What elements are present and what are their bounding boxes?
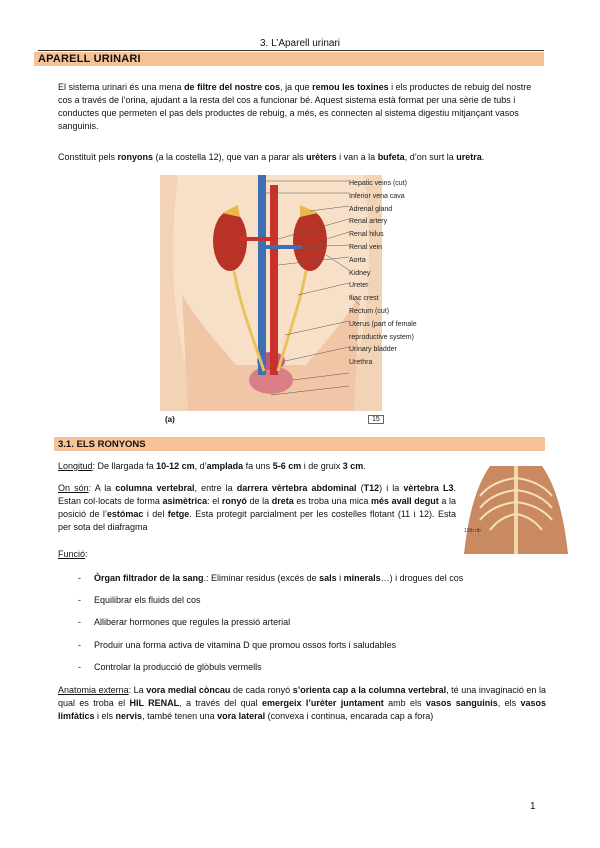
text-run: urèters [306, 152, 337, 162]
text-run: dreta [271, 496, 294, 506]
figure-label: Renal artery [349, 218, 388, 226]
text-run: (convexa i continua, encarada cap a fora) [265, 711, 434, 721]
text-run: s’orienta cap a la columna vertebral [292, 685, 447, 695]
renal-artery-drawing [238, 237, 278, 241]
text-run: fa uns [243, 461, 273, 471]
bullet-dash: - [78, 595, 81, 605]
figure-label: Rectum (cut) [349, 307, 390, 315]
text-run: On són [58, 483, 89, 493]
spine-line [514, 466, 518, 554]
text-run: emergeix l’urèter juntament [262, 698, 384, 708]
text-run: Anatomia externa [58, 685, 129, 695]
location-paragraph [58, 482, 456, 534]
funcio-title: Funció [58, 549, 86, 559]
text-run: , també tenen una [142, 711, 218, 721]
text-run: ( [356, 483, 364, 493]
text-run: vora lateral [217, 711, 266, 721]
funcio-heading [58, 548, 546, 561]
text-run: uretra [456, 152, 482, 162]
text-run: es troba una mica [293, 496, 371, 506]
text-run: El sistema urinari és una mena [58, 82, 185, 92]
text-run: Constituït pels [58, 152, 118, 162]
text-run: Alliberar hormones que regules la pressió arterial [94, 617, 291, 627]
left-kidney-drawing [293, 211, 327, 271]
figure-label: Kidney [349, 269, 371, 277]
figure-label: Ureter [349, 282, 369, 290]
running-header: 3. L’Aparell urinari [259, 38, 341, 49]
text-run: amplada [206, 461, 244, 471]
figure-label: Renal vein [349, 243, 383, 251]
text-run: fetge [167, 509, 190, 519]
text-run: estómac [106, 509, 144, 519]
text-run: sals [319, 573, 337, 583]
text-run: : La [128, 685, 147, 695]
text-run: ronyons [117, 152, 154, 162]
text-run: Òrgan filtrador de la sang [94, 573, 204, 583]
figure-label: Urinary bladder [349, 346, 397, 354]
text-run: , els [497, 698, 521, 708]
text-run: de cada ronyó [230, 685, 293, 695]
text-run: ) i la [379, 483, 404, 493]
page-number: 1 [530, 801, 536, 812]
figure-label: reproductive system) [349, 333, 414, 341]
text-run: de la [246, 496, 272, 506]
text-run: . Esta protegit parcialment per les costelles flotant (11 i 12). Esta per sota del diafragma [58, 509, 456, 532]
text-run: vèrtebra L3 [403, 483, 454, 493]
text-run: i van a la [336, 152, 378, 162]
text-run: columna vertebral [115, 483, 195, 493]
figure-labels [349, 178, 417, 370]
text-run: 5-6 cm [272, 461, 302, 471]
anatomy-paragraph [58, 684, 546, 723]
text-run: , d’ [194, 461, 207, 471]
function-item [94, 595, 201, 605]
text-run: a la posició de l’ [58, 496, 456, 519]
text-run: , d’on surt la [404, 152, 457, 162]
bullet-dash: - [78, 617, 81, 627]
figure-label: Iliac crest [349, 295, 379, 303]
text-run: i els [94, 711, 116, 721]
text-run: , entre la [194, 483, 237, 493]
text-run: Produir una forma activa de vitamina D que promou ossos forts i saludables [94, 640, 397, 650]
text-run: .: Eliminar residus (excés de [203, 573, 320, 583]
text-run: darrera vèrtebra abdominal [236, 483, 357, 493]
text-run: vasos limfàtics [58, 698, 547, 721]
text-run: de filtre del nostre cos [184, 82, 281, 92]
bullet-dash: - [78, 662, 81, 672]
figure-label: Inferior vena cava [349, 192, 405, 200]
text-run: 3 cm [342, 461, 364, 471]
text-run: HIL RENAL [129, 698, 180, 708]
subsection-title: 3.1. ELS RONYONS [58, 439, 146, 450]
renal-vein-drawing [262, 245, 302, 249]
composition-paragraph [58, 151, 546, 164]
text-run: , té una invaginació en la qual es troba el [58, 685, 546, 708]
text-run: i de gruix [301, 461, 343, 471]
section-title: APARELL URINARI [38, 53, 141, 65]
text-run: i els productes de rebuig del nostre cos a través de l’orina, ajudant a la resta del cos a funcionar bé. Aquest sistema està format per una sèrie de tubs i conductes que permeten el pas dels productes de rebuig, a més, es connecten al sistema digestiu mitjançant vasos sanguinis. [58, 82, 532, 131]
text-run: Longitud [58, 461, 93, 471]
text-run: : De llargada fa [92, 461, 157, 471]
text-run: nervis [115, 711, 143, 721]
rib-label: 12th rib [464, 528, 481, 534]
text-run: T12 [363, 483, 380, 493]
back-ribs-photo [460, 466, 572, 554]
vena-cava-drawing [258, 175, 266, 375]
figure-label: Hepatic veins (cut) [349, 180, 407, 187]
text-run: : el [207, 496, 222, 506]
figure-number: 15 [368, 415, 384, 424]
text-run: i del [143, 509, 168, 519]
aorta-drawing [270, 185, 278, 375]
figure-panel-label: (a) [165, 415, 175, 424]
figure-label: Urethra [349, 359, 373, 367]
text-run: vasos sanguinis [425, 698, 498, 708]
bullet-dash: - [78, 640, 81, 650]
text-run: …) i drogues del cos [380, 573, 464, 583]
text-run: amb els [383, 698, 426, 708]
text-run: minerals [343, 573, 381, 583]
header-rule [38, 50, 544, 51]
function-item [94, 573, 463, 583]
intro-paragraph [58, 81, 546, 133]
function-item [94, 617, 290, 627]
figure-label: Adrenal gland [349, 205, 393, 213]
text-run: remou les toxines [312, 82, 389, 92]
text-run: . Estan col·locats de forma [58, 483, 456, 506]
figure-label: Uterus (part of female [349, 320, 417, 328]
figure-label: Renal hilus [349, 231, 384, 239]
figure-label: Aorta [349, 256, 366, 264]
text-run: i [336, 573, 344, 583]
funcio-colon: : [85, 549, 88, 559]
text-run: . [363, 461, 366, 471]
bullet-dash: - [78, 573, 81, 583]
text-run: més avall degut [370, 496, 439, 506]
text-run: Controlar la producció de glòbuls vermells [94, 662, 262, 672]
text-run: 10-12 cm [156, 461, 195, 471]
text-run: Equilibrar els fluids del cos [94, 595, 201, 605]
text-run: ronyó [221, 496, 247, 506]
text-run: : A la [88, 483, 116, 493]
text-run: , ja que [280, 82, 313, 92]
text-run: vora medial còncau [146, 685, 231, 695]
text-run: . [481, 152, 485, 162]
function-item [94, 662, 262, 672]
text-run: bufeta [377, 152, 405, 162]
text-run: asimètrica [162, 496, 208, 506]
function-item [94, 640, 396, 650]
text-run: , a través del qual [179, 698, 262, 708]
text-run: (a la costella 12), que van a parar als [153, 152, 307, 162]
